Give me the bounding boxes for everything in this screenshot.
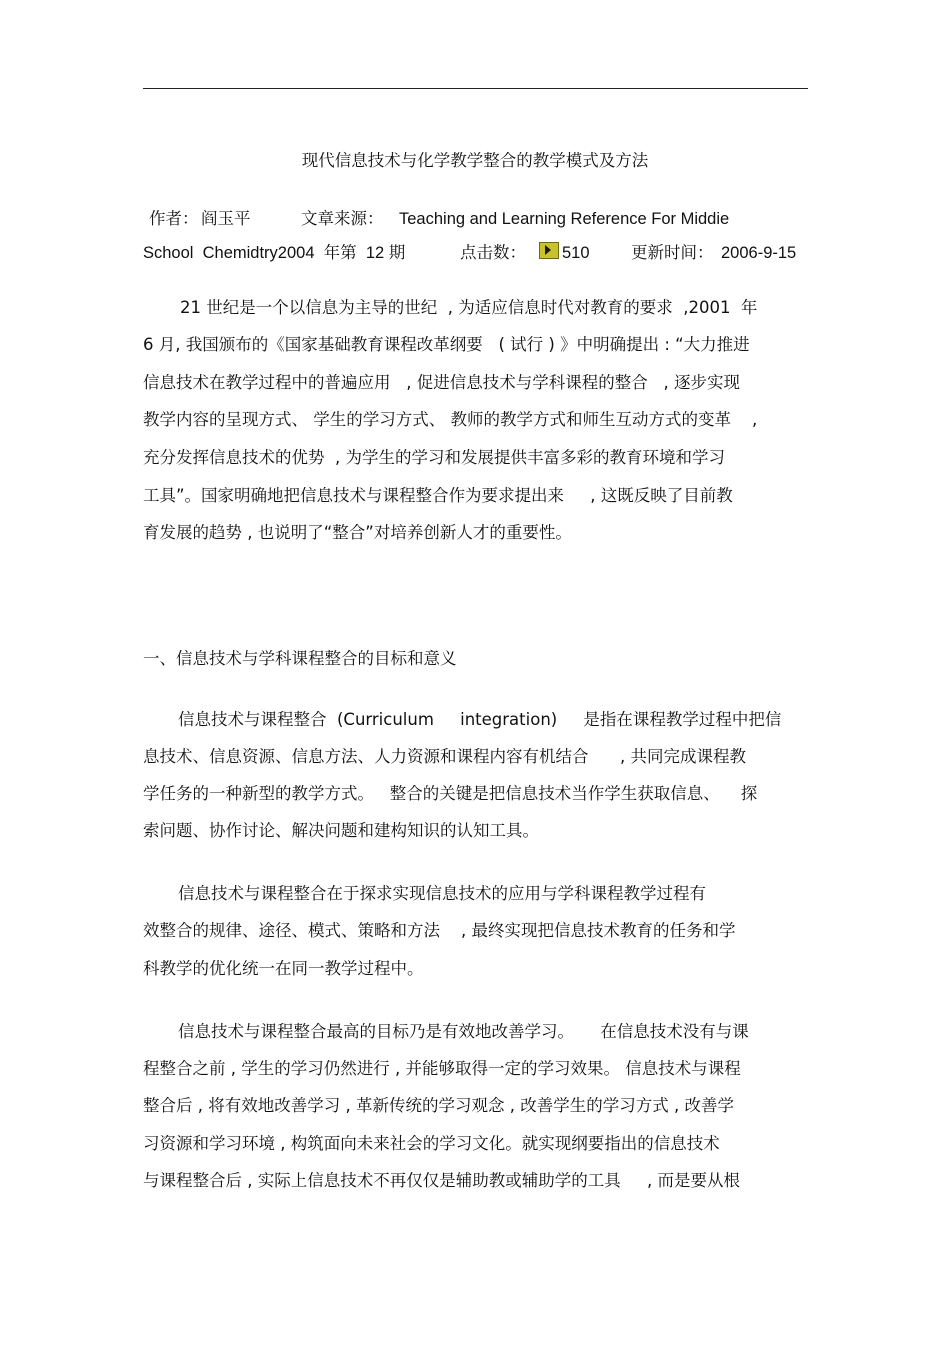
para3-line: 整合后 , 将有效地改善学习 , 革新传统的学习观念 , 改善学生的学习方式 , 改善学 [143, 1096, 734, 1115]
header-rule [143, 88, 808, 89]
para1-line: 信息技术与课程整合 (Curriculum integration) 是指在课程教学过程中把信 [178, 710, 782, 729]
intro-line: 教学内容的呈现方式、 学生的学习方式、 教师的教学方式和师生互动方式的变革 , [143, 410, 758, 429]
para3-line: 习资源和学习环境 , 构筑面向未来社会的学习文化。就实现纲要指出的信息技术 [143, 1134, 720, 1153]
para1-line: 息技术、信息资源、信息方法、人力资源和课程内容有机结合 , 共同完成课程教 [143, 747, 746, 766]
source-line-2: School Chemidtry2004 年第 12 期 [143, 244, 406, 262]
click-count-icon [539, 242, 559, 259]
para3-line: 信息技术与课程整合最高的目标乃是有效地改善学习。 在信息技术没有与课 [178, 1022, 749, 1041]
updated-date: 2006-9-15 [721, 244, 797, 262]
para3-line: 程整合之前 , 学生的学习仍然进行 , 并能够取得一定的学习效果。 信息技术与课程 [143, 1059, 741, 1078]
document-title: 现代信息技术与化学教学整合的教学模式及方法 [301, 151, 649, 170]
section-heading: 一、信息技术与学科课程整合的目标和意义 [143, 649, 457, 668]
intro-line: 21 世纪是一个以信息为主导的世纪 , 为适应信息时代对教育的要求 ,2001 年 [180, 298, 758, 317]
para1-line: 学任务的一种新型的教学方式。 整合的关键是把信息技术当作学生获取信息、 探 [143, 784, 758, 803]
intro-line: 充分发挥信息技术的优势 , 为学生的学习和发展提供丰富多彩的教育环境和学习 [143, 448, 725, 467]
intro-line: 6 月, 我国颁布的《国家基础教育课程改革纲要 ( 试行 ) 》中明确提出 : “大力推进 [143, 335, 750, 354]
intro-line: 信息技术在教学过程中的普遍应用 , 促进信息技术与学科课程的整合 , 逐步实现 [143, 373, 740, 392]
para2-line: 科教学的优化统一在同一教学过程中。 [143, 959, 424, 978]
updated-label: 更新时间： [631, 243, 714, 262]
para2-line: 效整合的规律、途径、模式、策略和方法 , 最终实现把信息技术教育的任务和学 [143, 921, 736, 940]
clicks-label: 点击数： [460, 243, 526, 262]
intro-line: 工具”。国家明确地把信息技术与课程整合作为要求提出来 , 这既反映了目前教 [143, 486, 733, 505]
para3-line: 与课程整合后 , 实际上信息技术不再仅仅是辅助教或辅助学的工具 , 而是要从根 [143, 1171, 740, 1190]
source-label: 文章来源： [301, 209, 384, 228]
author-name: 阎玉平 [201, 209, 251, 228]
click-count: 510 [562, 244, 590, 262]
intro-line: 育发展的趋势 , 也说明了“整合”对培养创新人才的重要性。 [143, 523, 572, 542]
source-line-1: Teaching and Learning Reference For Middie [399, 210, 730, 228]
author-label: 作者： [149, 209, 199, 228]
para1-line: 索问题、协作讨论、解决问题和建构知识的认知工具。 [143, 821, 539, 840]
para2-line: 信息技术与课程整合在于探求实现信息技术的应用与学科课程教学过程有 [178, 884, 706, 903]
